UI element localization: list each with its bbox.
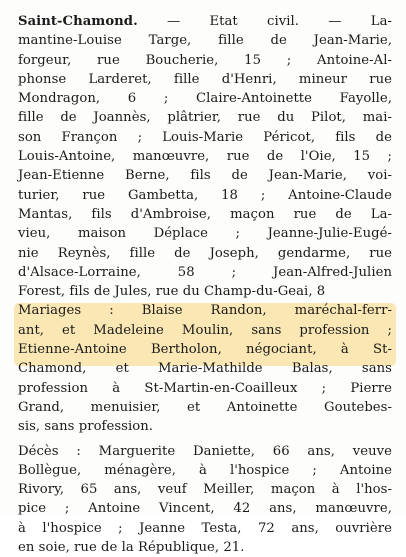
article-line: Mantas, fils d'Ambroise, maçon rue de La- — [18, 206, 392, 222]
article-line: d'Alsace-Lorraine, 58 ; Jean-Alfred-Julien — [18, 264, 392, 280]
mariages-line: Chamond, et Marie-Mathilde Balas, sans — [18, 361, 392, 377]
mariages-line: Mariages : Blaise Randon, maréchal-ferr- — [18, 303, 392, 319]
article-line: son Françon ; Louis-Marie Péricot, fils de — [18, 129, 392, 145]
article-line: turier, rue Gambetta, 18 ; Antoine-Claude — [18, 187, 392, 203]
article-line: Mondragon, 6 ; Claire-Antoinette Fayolle, — [18, 91, 392, 107]
mariages-line: Grand, menuisier, et Antoinette Goutebes- — [18, 399, 392, 415]
deces-line: Rivory, 65 ans, veuf Meiller, maçon à l'hos- — [18, 482, 392, 498]
deces-line: à l'hospice ; Jeanne Testa, 72 ans, ouvrière — [18, 520, 392, 536]
deces-line: en soie, rue de la République, 21. — [18, 540, 245, 556]
article-line: forgeur, rue Boucherie, 15 ; Antoine-Al- — [18, 52, 392, 68]
article-line: phonse Larderet, fille d'Henri, mineur rue — [18, 71, 392, 87]
article-line-1-rest: — Etat civil. — La- — [137, 14, 392, 29]
article-line: Forest, fils de Jules, rue du Champ-du-Geai, 8 — [18, 284, 326, 300]
deces-line: pice ; Antoine Vincent, 42 ans, manœuvre, — [18, 501, 392, 517]
article-line: vieu, maison Déplace ; Jeanne-Julie-Eugé- — [18, 226, 392, 242]
article-line: fille de Joannès, plâtrier, rue du Pilot, mai- — [18, 110, 392, 126]
article-line-1 — [18, 12, 392, 31]
mariages-line: sis, sans profession. — [18, 419, 154, 435]
deces-line: Décès : Marguerite Daniette, 66 ans, veuve — [18, 443, 392, 459]
article-line: nie Reynès, fille de Joseph, gendarme, rue — [18, 245, 392, 261]
deces-line: Bollègue, ménagère, à l'hospice ; Antoine — [18, 462, 392, 478]
mariages-line: Etienne-Antoine Bertholon, négociant, à St- — [18, 342, 392, 358]
article-line: Jean-Etienne Berne, fils de Jean-Marie, voi- — [18, 168, 392, 184]
etat-civil-article — [18, 12, 392, 557]
article-line: Louis-Antoine, manœuvre, rue de l'Oie, 15 ; — [18, 149, 392, 165]
mariages-line: ant, et Madeleine Moulin, sans profession ; — [18, 322, 392, 338]
article-line: mantine-Louise Targe, fille de Jean-Marie, — [18, 33, 392, 49]
mariages-line: profession à St-Martin-en-Coailleux ; Pierre — [18, 380, 392, 396]
article-heading: Saint-Chamond. — [18, 14, 138, 29]
